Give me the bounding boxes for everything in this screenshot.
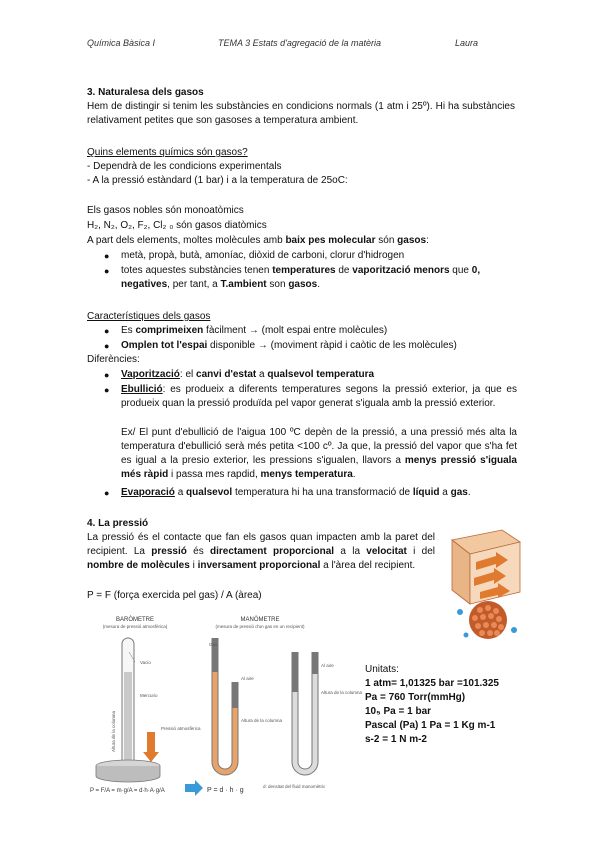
units-line-4: Pascal (Pa) 1 Pa = 1 Kg m-1: [365, 720, 496, 731]
section-3-title: 3. Naturalesa dels gasos: [87, 87, 204, 98]
header-course: Química Bàsica I: [87, 38, 156, 48]
d3-h: .: [467, 487, 471, 498]
d2-ex-c: i passa mes rapdid,: [168, 469, 261, 480]
d2-ex-b: menys pressió s'iguala més ràpid: [121, 455, 517, 480]
elements-question-text: Quins elements químics són gasos?: [87, 147, 248, 158]
gas-pressure-illustration: [440, 520, 530, 640]
d3-d: temperatura hi ha una transformació de: [232, 487, 413, 498]
p-f: velocitat: [366, 546, 407, 557]
b2-f: 0,: [471, 265, 481, 276]
b2-i: T.ambient: [220, 279, 267, 290]
noble-gases-line: [87, 204, 515, 218]
bullet-dot: ●: [104, 488, 110, 498]
d3-g: gas: [450, 487, 468, 498]
mercury-label: Mercurio: [140, 693, 158, 698]
barometer-title: BARÒMETRE: [115, 617, 155, 623]
d2-ex-a: Ex/ El punt d'ebullició de l'aigua 100 ºC depèn de la pressió, a una pressió més alta la temperatura d'ebullició serà més petita <100 cº. Ja que, la pressió del vapor que s'ha fet es igual a la presio exterior, les pressions s'igualen, llavors a: [121, 427, 517, 466]
f1-b: comprimeixen: [135, 325, 204, 336]
features-heading-text: Característiques dels gasos: [87, 311, 211, 322]
p-i: i: [189, 560, 198, 571]
b2-e: que: [449, 265, 472, 276]
molecules-text-d: gasos: [397, 235, 427, 246]
bullet-dot: ●: [104, 385, 110, 395]
d2-ex-d: menys temperatura: [260, 469, 353, 480]
d2-ex-e: .: [352, 469, 356, 480]
d3-f: a: [439, 487, 451, 498]
free-molecule: [464, 633, 469, 638]
d1-c: canvi d'estat: [196, 369, 257, 380]
pressure-formula: P = F (força exercida pel gas) / A (àrea): [87, 590, 262, 601]
mercury-column: [124, 672, 132, 768]
units-line-1: 1 atm= 1,01325 bar =101.325: [365, 678, 499, 689]
barometer-manometer-figure: [85, 612, 363, 807]
feature-fill-space: [121, 339, 521, 353]
open-air-label-2: Al aire: [321, 663, 334, 668]
feature-compress: [121, 324, 521, 338]
molecules-text-e: :: [426, 235, 429, 246]
header-topic: TEMA 3 Estats d'agregació de la matèria: [218, 38, 381, 48]
p-j: inversament proporcional: [197, 560, 321, 571]
manometer-tube-2: [295, 652, 315, 772]
molecules-text-a: A part dels elements, moltes molècules amb: [87, 235, 286, 246]
molecules-text-b: baix pes molecular: [285, 235, 376, 246]
diff-evaporation: [121, 486, 521, 500]
diatomic-text: H₂, N₂, O₂, F₂, Cl₂ ₀ són gasos diatòmics: [87, 220, 267, 231]
f2-a: Omplen tot l'espai: [121, 340, 208, 351]
differences-label: Diferències:: [87, 354, 140, 365]
manometer-tube-1: [215, 638, 235, 772]
f2-b: disponible → (moviment ràpid i caòtic de les molècules): [207, 340, 457, 351]
d1-e: qualsevol temperatura: [267, 369, 375, 380]
units-line-2: Pa = 760 Torr(mmHg): [365, 692, 466, 703]
header-author: Laura: [455, 38, 479, 48]
open-air-label-1: Al aire: [241, 676, 254, 681]
molecules-line: [87, 234, 515, 248]
section-3-intro: Hem de distingir si tenim les substàncies en condicions normals (1 atm i 25º). Hi ha substàncies relativament petites que son gasoses a temperatura ambient.: [87, 101, 515, 126]
p-e: a la: [334, 546, 367, 557]
free-molecule: [511, 627, 517, 633]
p-b: pressió: [151, 546, 187, 557]
vacuum-label: Vacio: [140, 660, 151, 665]
elements-question-heading: [87, 146, 515, 160]
manometer-subtitle: (mesura de pressió d'un gas en un recipient): [215, 624, 305, 629]
equation-arrow: [185, 780, 203, 796]
f1-c: fàcilment → (molt espai entre molècules): [203, 325, 388, 336]
p-d: directament proporcional: [210, 546, 335, 557]
equation-1: P = F/A = m·g/A = d·h·A·g/A: [90, 788, 165, 794]
p-a: La pressió és el contacte que fan els gasos quan impacten amb la paret del recipient. La: [87, 532, 435, 557]
p-h: nombre de molècules: [87, 560, 190, 571]
d3-b: a: [174, 487, 187, 498]
p-g: i del: [406, 546, 436, 557]
free-molecule: [457, 609, 463, 615]
diatomic-line: [87, 219, 515, 233]
diff-vaporization: [121, 368, 517, 382]
bullet-dot: ●: [104, 266, 110, 276]
column-label-2: Altura de la columna: [321, 690, 363, 695]
p-c: és: [186, 546, 210, 557]
d3-c: qualsevol: [186, 487, 233, 498]
units-title: Unitats:: [365, 664, 399, 675]
b2-d: vaporització menors: [352, 265, 450, 276]
d3-a: Evaporació: [121, 487, 175, 498]
bullet-dot: ●: [104, 370, 110, 380]
bullet-dot: ●: [104, 341, 110, 351]
bullet-dot: ●: [104, 251, 110, 261]
units-line-5: s-2 = 1 N m-2: [365, 734, 427, 745]
b2-a: totes aquestes substàncies tenen: [121, 265, 273, 276]
units-line-3: 10₅ Pa = 1 bar: [365, 706, 432, 717]
elements-line-1: - Dependrà de les condicions experimentals: [87, 161, 282, 172]
d1-b: : el: [179, 369, 197, 380]
b2-h: , per tant, a: [167, 279, 221, 290]
barometer-subtitle: (mesura de pressió atmosfèrica): [102, 624, 168, 629]
diff-boiling: [121, 383, 517, 411]
atm-pressure-label: Pressió atmosfèrica: [161, 726, 201, 731]
d1-d: a: [256, 369, 268, 380]
gas-label: Gas: [209, 642, 218, 647]
features-heading: [87, 310, 515, 324]
f1-a: Es: [121, 325, 136, 336]
elements-line-2: - A la pressió estàndard (1 bar) i a la temperatura de 25oC:: [87, 175, 348, 186]
atmospheric-arrow: [143, 732, 159, 762]
b2-g: negatives: [121, 279, 168, 290]
mercury-dish: [96, 766, 160, 782]
b2-l: .: [317, 279, 321, 290]
column-height-label: Altura de la columna: [111, 710, 116, 752]
bullet-dot: ●: [104, 326, 110, 336]
b2-k: gasos: [288, 279, 318, 290]
molecules-text-c: són: [375, 235, 398, 246]
equation-2: P = d · h · g: [207, 787, 244, 794]
d1-a: Vaporització: [121, 369, 180, 380]
diff-boiling-example: [121, 426, 517, 482]
density-note: d: densitat del fluid manomètric: [263, 784, 326, 789]
p-k: a l'àrea del recipient.: [320, 560, 416, 571]
b2-c: de: [335, 265, 353, 276]
d2-b: : es produeix a diferents temperatures segons la pressió exterior, ja que es produeix quan la pressió produïda pel vapor generat s'iguala amb la pressió exterior.: [121, 384, 517, 409]
pressure-paragraph: [87, 531, 435, 573]
d2-a: Ebullició: [121, 384, 163, 395]
bullet-vaporization-temps: [121, 264, 517, 292]
b2-j: son: [266, 279, 289, 290]
b2-b: temperatures: [272, 265, 336, 276]
d3-e: líquid: [412, 487, 440, 498]
noble-gases-text: Els gasos nobles són monoatòmics: [87, 205, 244, 216]
manometer-title: MANÒMETRE: [240, 617, 280, 623]
section-4-title: 4. La pressió: [87, 518, 149, 529]
bullet-gas-examples: metà, propà, butà, amoníac, diòxid de carboni, clorur d'hidrogen: [121, 250, 405, 261]
column-label-1: Altura de la columna: [241, 718, 283, 723]
